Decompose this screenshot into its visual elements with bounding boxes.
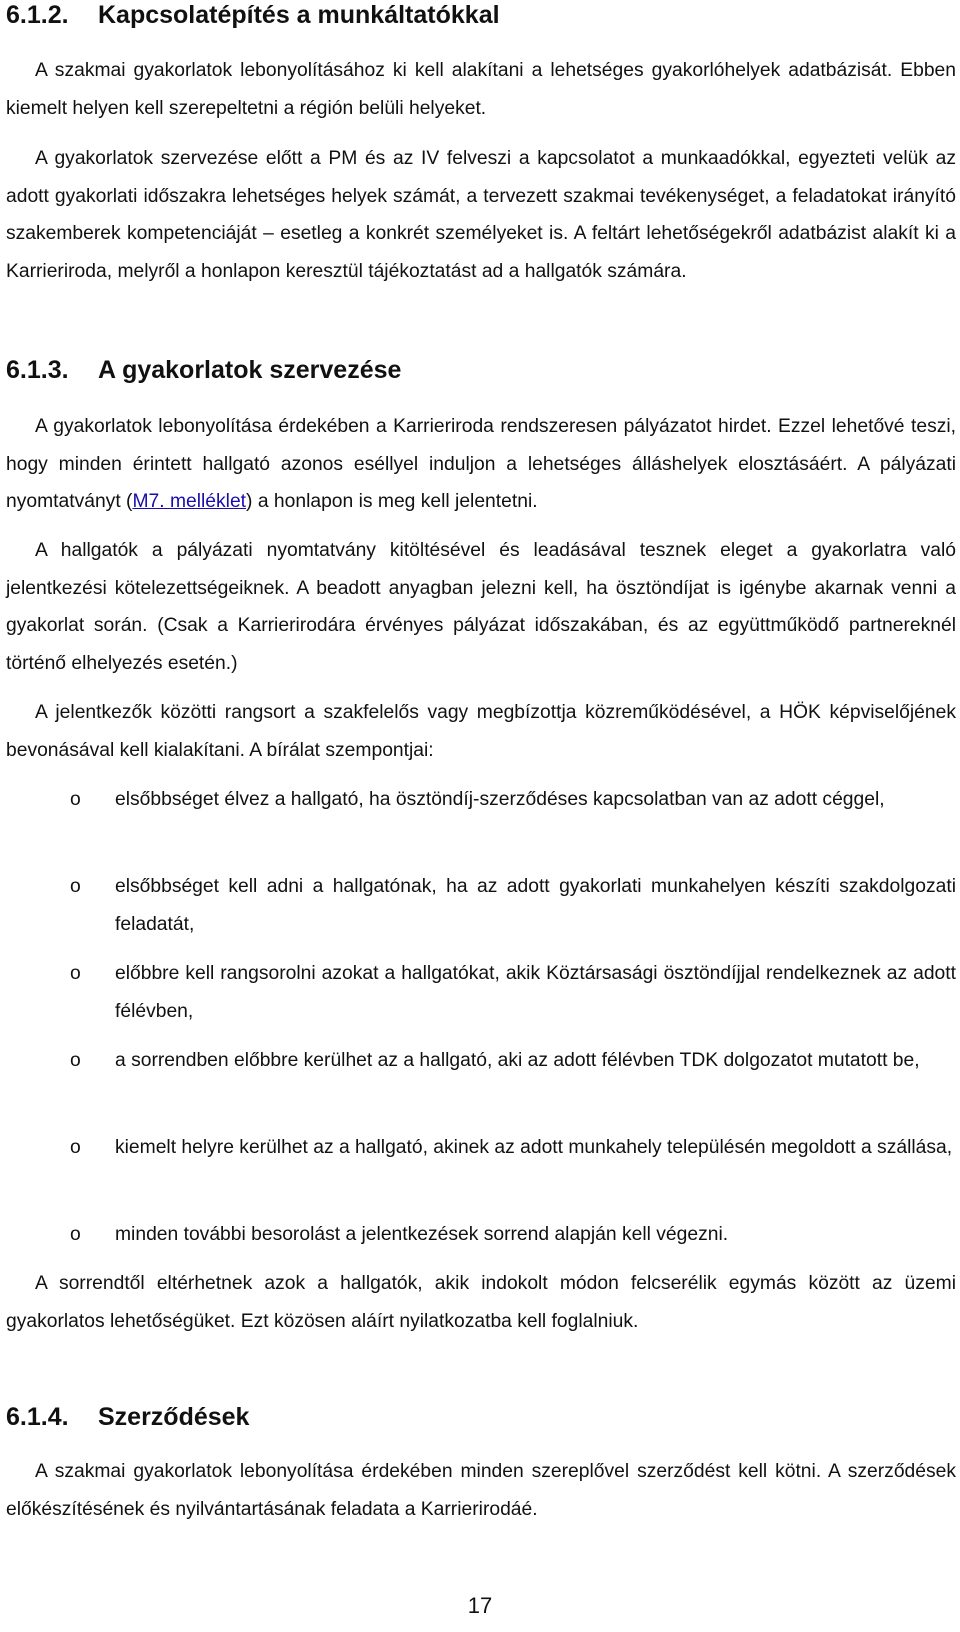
section-title: A gyakorlatok szervezése [98, 356, 402, 384]
section-title: Szerződések [98, 1403, 250, 1431]
paragraph: A hallgatók a pályázati nyomtatvány kitöltésével és leadásával tesznek eleget a gyakorlatra való jelentkezési kötelezettségeiknek. A beadott anyagban jelezni kell, ha ösztöndíjat is igénybe akarnak venni a gyakorlat során. (Csak a Karrierirodára érvényes pályázat időszakában, és az együttműködő partnereknél történő elhelyezés esetén.) [6, 540, 956, 674]
paragraph: A gyakorlatok szervezése előtt a PM és az IV felveszi a kapcsolatot a munkaadókkal, egyezteti velük az adott gyakorlati időszakra lehetséges helyek számát, a tervezett szakmai tevékenységet, a feladatokat irányító szakemberek kompetenciáját – esetleg a konkrét személyeket is. A feltárt lehetőségekről adatbázist alakít ki a Karrieriroda, melyről a honlapon keresztül tájékoztatást ad a hallgatók számára. [6, 148, 956, 282]
paragraph-text: A gyakorlatok lebonyolítása érdekében a Karrieriroda rendszeresen pályázatot hirdet. Ezzel lehetővé teszi, hogy minden érintett hallgató azonos eséllyel induljon a lehetséges álláshelyek elosztásáért. A pályázati nyomtatványt ( [6, 416, 956, 513]
paragraph: A jelentkezők közötti rangsort a szakfelelős vagy megbízottja közreműködésével, a HÖK képviselőjének bevonásával kell kialakítani. A bírálat szempontjai: [6, 702, 956, 761]
list-item-text: előbbre kell rangsorolni azokat a hallgatókat, akik Köztársasági ösztöndíjjal rendelkeznek az adott félévben, [115, 963, 956, 1022]
bullet-marker: o [70, 963, 81, 984]
paragraph [6, 408, 956, 521]
list-item-text: a sorrendben előbbre kerülhet az a hallgató, aki az adott félévben TDK dolgozatot mutatott be, [115, 1050, 920, 1071]
section-number: 6.1.2. [6, 1, 69, 29]
bullet-marker: o [70, 789, 81, 810]
section-number: 6.1.3. [6, 356, 69, 384]
page-number: 17 [467, 1593, 493, 1618]
section-title: Kapcsolatépítés a munkáltatókkal [98, 1, 500, 29]
section-number: 6.1.4. [6, 1403, 69, 1431]
list-item-text: elsőbbséget kell adni a hallgatónak, ha az adott gyakorlati munkahelyen készíti szakdolgozati feladatát, [115, 876, 956, 935]
bullet-marker: o [70, 1224, 81, 1245]
paragraph: A szakmai gyakorlatok lebonyolítása érdekében minden szereplővel szerződést kell kötni. A szerződések előkészítésének és nyilvántartásának feladata a Karrierirodáé. [6, 1461, 956, 1520]
list-item-text: elsőbbséget élvez a hallgató, ha ösztöndíj-szerződéses kapcsolatban van az adott céggel, [115, 789, 885, 810]
paragraph: A szakmai gyakorlatok lebonyolításához ki kell alakítani a lehetséges gyakorlóhelyek adatbázisát. Ebben kiemelt helyen kell szerepeltetni a régión belüli helyeket. [6, 60, 956, 119]
appendix-m7-link[interactable]: M7. melléklet [132, 491, 247, 513]
section-heading-6-1-4 [6, 1402, 249, 1432]
bullet-marker: o [70, 1137, 81, 1158]
paragraph: A sorrendtől eltérhetnek azok a hallgatók, akik indokolt módon felcserélik egymás között az üzemi gyakorlatos lehetőségüket. Ezt közösen aláírt nyilatkozatba kell foglalniuk. [6, 1273, 956, 1332]
paragraph-text: ) a honlapon is meg kell jelentetni. [246, 491, 538, 513]
bullet-marker: o [70, 1050, 81, 1071]
bullet-marker: o [70, 876, 81, 897]
section-heading-6-1-2 [6, 0, 500, 30]
list-item-text: kiemelt helyre kerülhet az a hallgató, akinek az adott munkahely településén megoldott a szállása, [115, 1137, 953, 1158]
section-heading-6-1-3 [6, 355, 401, 385]
list-item-text: minden további besorolást a jelentkezések sorrend alapján kell végezni. [115, 1224, 729, 1245]
